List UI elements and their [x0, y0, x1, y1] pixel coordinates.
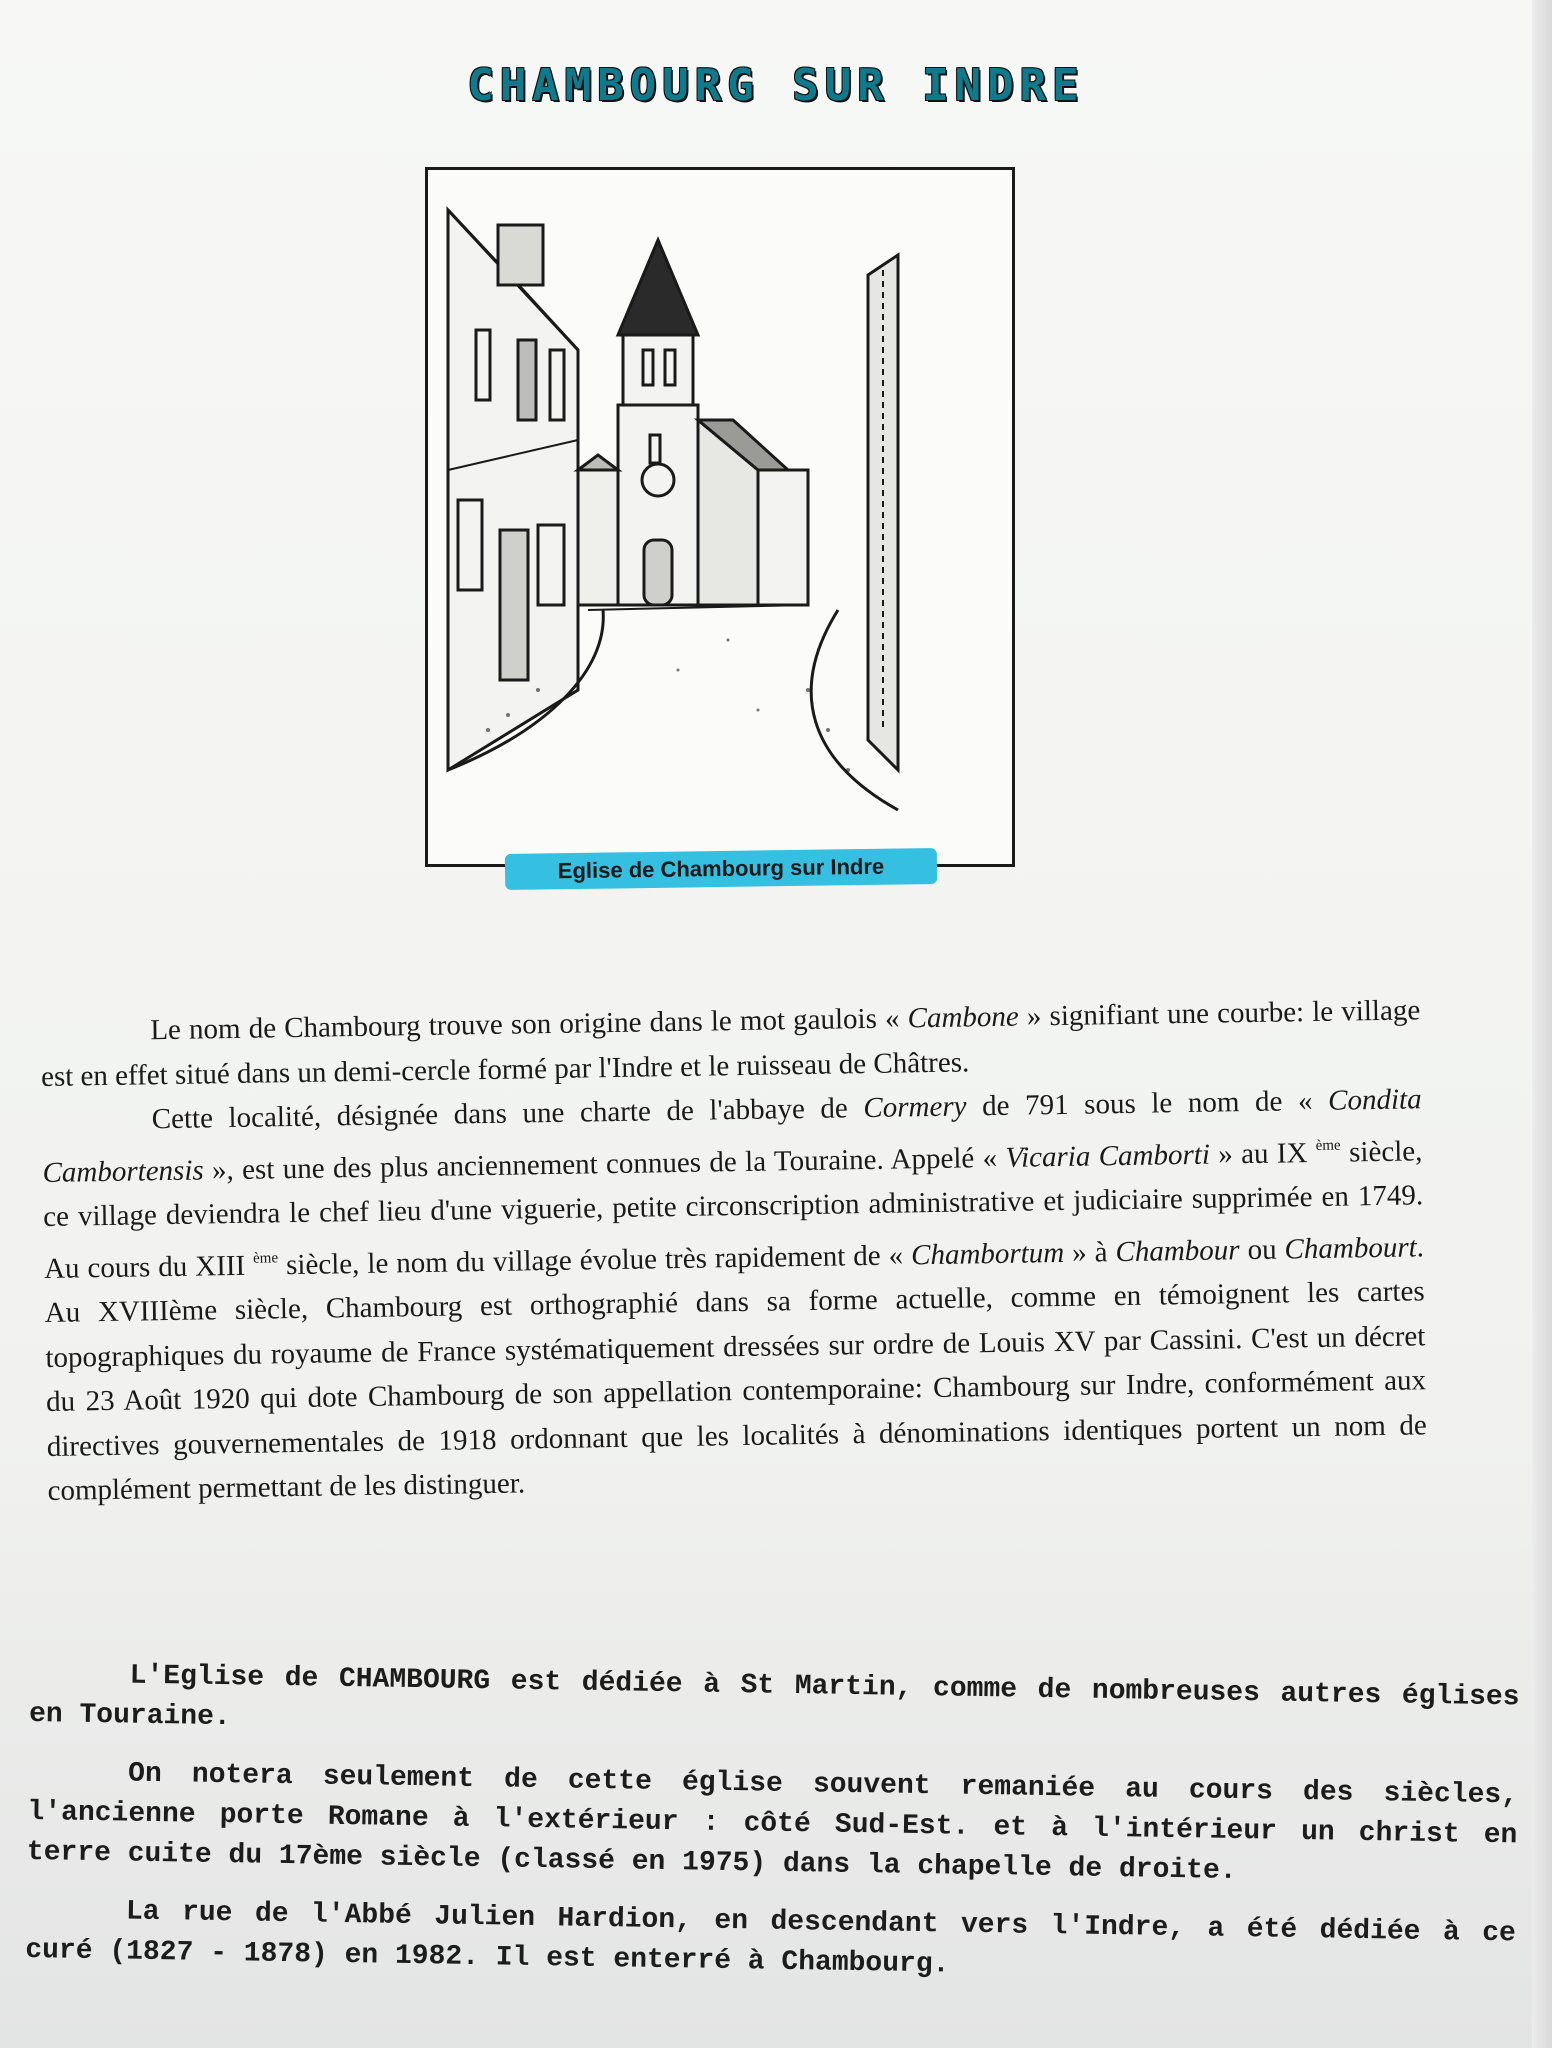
text-run: » au IX — [1209, 1136, 1317, 1171]
page-edge — [1532, 0, 1552, 2048]
text-run: Le nom de Chambourg trouve son origine dans le mot gaulois « — [150, 1002, 908, 1047]
typed-paragraph: On notera seulement de cette église souvent remaniée au cours des siècles, l'ancienne porte Romane à l'extérieur : côté Sud-Est. et à l'intérieur un christ en terre cuite du 17ème siècle (classé en 1975) dans la chapelle de droite. — [26, 1758, 1519, 1887]
italic-term: Condita Cambortensis — [42, 1083, 1422, 1189]
text-run: siècle, ce village deviendra le chef lieu d'une viguerie, petite circonscription administrative et judiciaire supprimée en 1749. Au cours du XIII — [43, 1134, 1424, 1285]
italic-term: Cormery — [863, 1090, 967, 1125]
superscript: ème — [252, 1249, 279, 1267]
text-run: . Au XVIIIème siècle, Chambourg est orthographié dans sa forme actuelle, comme en témoignent les cartes topographiques du royaume de France systématiquement dressées sur ordre de Louis XV par Cassini. C'est un décret du 23 Août 1920 qui dote Chambourg de son appellation contemporaine: Chambourg sur Indre, conformément aux directives gouvernementales de 1918 ordonnant que les localités à dénominations identiques portent un nom de complément permettant de les distinguer. — [44, 1230, 1427, 1507]
text-run: » signifiant une courbe: le village est en effet situé dans un demi-cercle formé par l'Indre et le ruisseau de Châtres. — [40, 994, 1421, 1093]
typed-paragraph: La rue de l'Abbé Julien Hardion, en descendant vers l'Indre, a été dédiée à ce curé (1827 - 1878) en 1982. Il est enterré à Chambourg. — [25, 1896, 1517, 1981]
italic-term: Chambourt — [1284, 1230, 1417, 1265]
church-drawing — [428, 170, 1012, 864]
figure-caption: Eglise de Chambourg sur Indre — [505, 848, 937, 890]
text-run: siècle, le nom du village évolue très rapidement de « — [277, 1238, 912, 1281]
text-run: de 791 sous le nom de « — [966, 1084, 1329, 1123]
typewritten-text — [25, 1655, 1520, 2012]
body-text — [40, 988, 1428, 1513]
typed-paragraph: L'Eglise de CHAMBOURG est dédiée à St Martin, comme de nombreuses autres églises en Touraine. — [28, 1660, 1520, 1734]
text-run: », est une des plus anciennement connues de la Touraine. Appelé « — [203, 1141, 1006, 1186]
italic-term: Cambone — [907, 1000, 1020, 1035]
body-paragraph — [41, 1077, 1427, 1513]
church-illustration — [425, 167, 1015, 867]
superscript: ème — [1315, 1137, 1341, 1154]
text-run: Cette localité, désignée dans une charte de l'abbaye de — [151, 1092, 864, 1136]
text-run: ou — [1239, 1232, 1285, 1266]
text-run: » à — [1063, 1235, 1116, 1269]
document-title: CHAMBOURG SUR INDRE — [467, 60, 1085, 111]
italic-term: Chambour — [1115, 1233, 1240, 1268]
italic-term: Vicaria Camborti — [1005, 1138, 1211, 1174]
italic-term: Chambortum — [910, 1236, 1065, 1271]
